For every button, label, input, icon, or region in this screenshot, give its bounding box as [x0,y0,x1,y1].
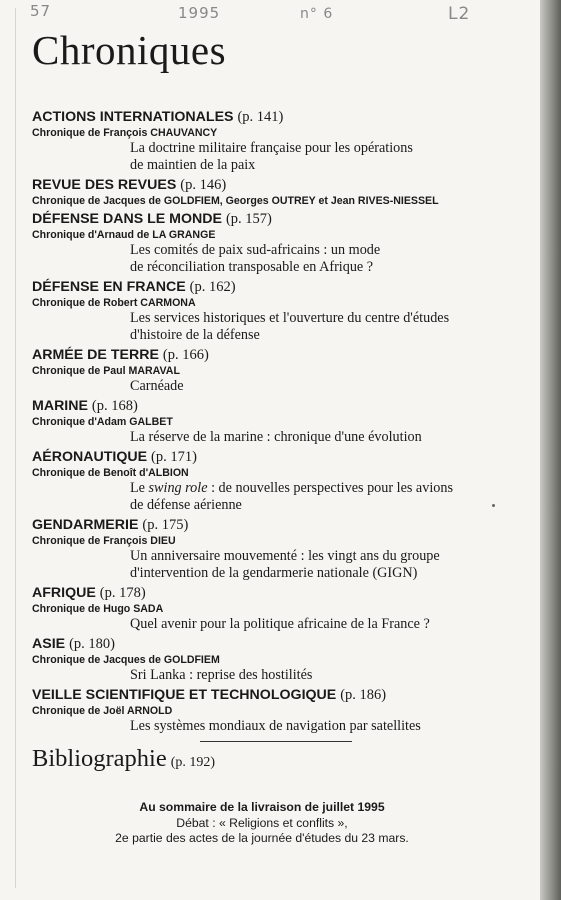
author-line: Chronique d'Adam GALBET [32,416,173,428]
chronicle-entry [32,108,512,174]
chronicle-entry [32,516,512,582]
italic-term: swing role [148,480,208,496]
section-heading: REVUE DES REVUES (p. 146) [32,177,227,193]
author-line: Chronique de Robert CARMONA [32,297,196,309]
section-divider [200,741,352,742]
chronicle-entry [32,635,512,684]
author-line: Chronique de François CHAUVANCY [32,127,218,139]
ink-speck [492,504,495,507]
page-reference: (p. 157) [225,211,272,227]
chronicle-entry [32,176,512,208]
section-heading: ACTIONS INTERNATIONALES (p. 141) [32,109,284,125]
article-title: Les comités de paix sud-africains : un mode de réconciliation transposable en Afrique ? [130,242,381,275]
scan-page-edge [540,0,561,900]
handwritten-note-year: 1995 [178,4,221,22]
author-line: Chronique de Jacques de GOLDFIEM, Georges OUTREY et Jean RIVES-NIESSEL [32,195,439,207]
author-line: Chronique de Joël ARNOLD [32,705,173,717]
page-reference: (p. 178) [99,585,146,601]
page-reference: (p. 168) [91,398,138,414]
next-issue-heading: Au sommaire de la livraison de juillet 1995 [139,800,385,814]
section-heading: MARINE (p. 168) [32,398,138,414]
chronicles-list [32,108,512,737]
section-heading: ASIE (p. 180) [32,636,115,652]
article-title: Sri Lanka : reprise des hostilités [130,667,313,683]
article-title: Carnéade [130,378,184,394]
chronicle-entry [32,686,512,735]
author-line: Chronique de Jacques de GOLDFIEM [32,654,220,666]
author-line: Chronique de François DIEU [32,535,176,547]
page-reference: (p. 171) [151,449,197,465]
next-issue-line-2: 2e partie des actes de la journée d'études du 23 mars. [115,831,409,845]
author-line: Chronique de Paul MARAVAL [32,365,180,377]
next-issue-notice [32,800,492,847]
handwritten-note-issue: n° 6 [300,6,334,22]
article-title: Les systèmes mondiaux de navigation par satellites [130,718,421,734]
chronicle-entry [32,397,512,446]
author-line: Chronique de Hugo SADA [32,603,164,615]
handwritten-note-code: L2 [448,4,471,24]
page-margin-line [15,8,16,888]
section-heading: ARMÉE DE TERRE (p. 166) [32,347,209,363]
page-reference: (p. 146) [180,177,227,193]
page-reference: (p. 162) [189,279,236,295]
article-title: La doctrine militaire française pour les opérations de maintien de la paix [130,140,413,173]
chronicle-entry [32,448,512,514]
next-issue-line-1: Débat : « Religions et conflits », [176,815,348,830]
section-heading: VEILLE SCIENTIFIQUE ET TECHNOLOGIQUE (p. 186) [32,687,387,703]
author-line: Chronique de Benoît d'ALBION [32,467,189,479]
bibliography-heading: Bibliographie (p. 192) [32,745,216,772]
page-reference: (p. 186) [340,687,387,703]
section-heading: AFRIQUE (p. 178) [32,585,146,601]
section-heading: DÉFENSE EN FRANCE (p. 162) [32,279,236,295]
article-title: Quel avenir pour la politique africaine de la France ? [130,616,430,632]
page-reference: (p. 192) [170,755,216,770]
page-reference: (p. 175) [142,517,189,533]
page-reference: (p. 166) [162,347,209,363]
page-reference: (p. 180) [69,636,115,652]
handwritten-note-1: 57 [30,2,52,20]
page-reference: (p. 141) [237,109,284,125]
chronicle-entry [32,346,512,395]
chronicle-entry [32,584,512,633]
article-title: Les services historiques et l'ouverture du centre d'études d'histoire de la défense [130,310,450,343]
chronicle-entry [32,278,512,344]
section-heading: AÉRONAUTIQUE (p. 171) [32,449,197,465]
author-line: Chronique d'Arnaud de LA GRANGE [32,229,216,241]
page-title: Chroniques [32,27,227,73]
article-title: La réserve de la marine : chronique d'une évolution [130,429,422,445]
article-title: Le swing role : de nouvelles perspectives pour les avions de défense aérienne [130,480,453,513]
chronicle-entry [32,210,512,276]
section-heading: GENDARMERIE (p. 175) [32,517,189,533]
article-title: Un anniversaire mouvementé : les vingt ans du groupe d'intervention de la gendarmerie nationale (GIGN) [130,548,440,581]
section-heading: DÉFENSE DANS LE MONDE (p. 157) [32,211,272,227]
